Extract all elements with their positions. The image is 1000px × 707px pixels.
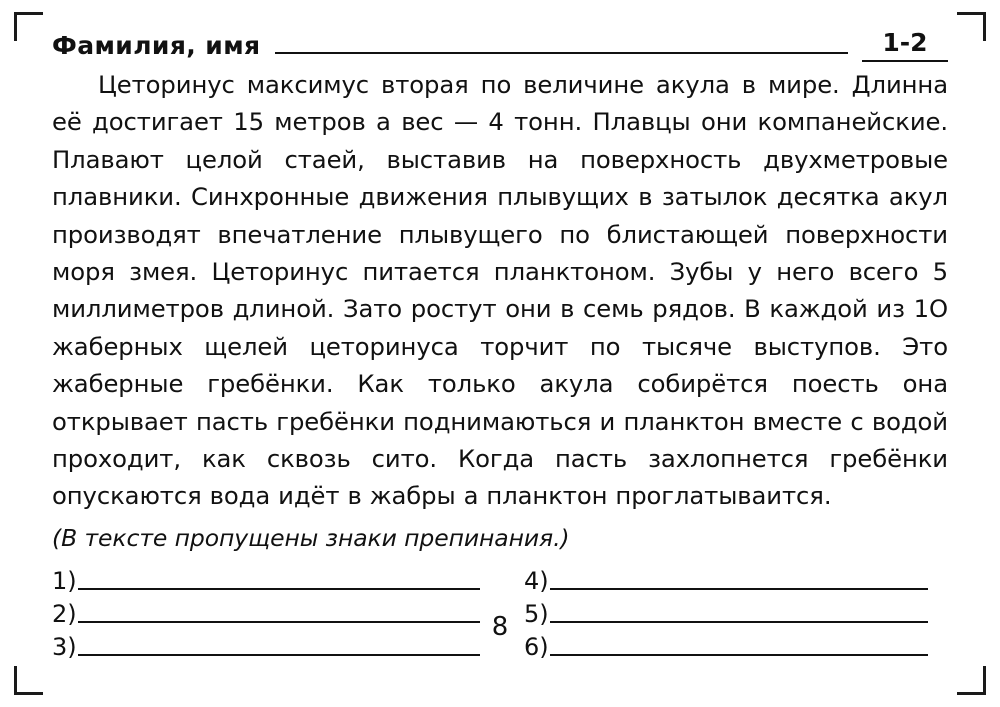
answer-number: 4) bbox=[524, 566, 549, 595]
answer-write-line[interactable] bbox=[78, 588, 480, 590]
page-content bbox=[52, 18, 948, 660]
passage-block bbox=[52, 66, 948, 515]
answer-number: 5) bbox=[524, 599, 549, 628]
answer-row bbox=[52, 561, 500, 594]
answer-number: 1) bbox=[52, 566, 77, 595]
answer-write-line[interactable] bbox=[550, 588, 928, 590]
answer-column-right bbox=[500, 561, 948, 660]
task-note: (В тексте пропущены знаки препинания.) bbox=[52, 523, 570, 552]
answer-number: 3) bbox=[52, 632, 77, 661]
answer-number: 6) bbox=[524, 632, 549, 661]
answer-number: 2) bbox=[52, 599, 77, 628]
student-name-label: Фамилия, имя bbox=[52, 31, 261, 60]
answer-row bbox=[524, 561, 948, 594]
answer-lines bbox=[52, 561, 948, 660]
header-row bbox=[52, 18, 948, 62]
corner-mark-top-right bbox=[957, 12, 986, 41]
answer-write-line[interactable] bbox=[78, 654, 480, 656]
corner-mark-top-left bbox=[14, 12, 43, 41]
corner-mark-bottom-right bbox=[957, 666, 986, 695]
exercise-code: 1-2 bbox=[862, 28, 948, 62]
answer-column-left bbox=[52, 561, 500, 660]
page-number: 8 bbox=[491, 612, 509, 642]
answer-write-line[interactable] bbox=[550, 654, 928, 656]
student-name-write-line[interactable] bbox=[275, 52, 849, 54]
passage-text: Цеторинус максимус вторая по величине акула в мире. Длинна её достигает 15 метров а вес — 4 тонн. Плавцы они компанейские. Плавают целой стаей, выставив на поверхность двухметровые плавники. Синхронные движения плывущих в затылок десятка акул производят впечатление плывущего по блистающей поверхности моря змея. Цеторинус питается планктоном. Зубы у него всего 5 миллиметров длиной. Зато ростут они в семь рядов. В каждой из 1О жаберных щелей цеторинуса торчит по тысяче выступов. Это жаберные гребёнки. Как только акула собирётся поесть она открывает пасть гребёнки поднимаються и планктон вместе с водой проходит, как сквозь сито. Когда пасть захлопнется гребёнки опускаются вода идёт в жабры а планктон проглатываится. bbox=[52, 70, 948, 511]
corner-mark-bottom-left bbox=[14, 666, 43, 695]
